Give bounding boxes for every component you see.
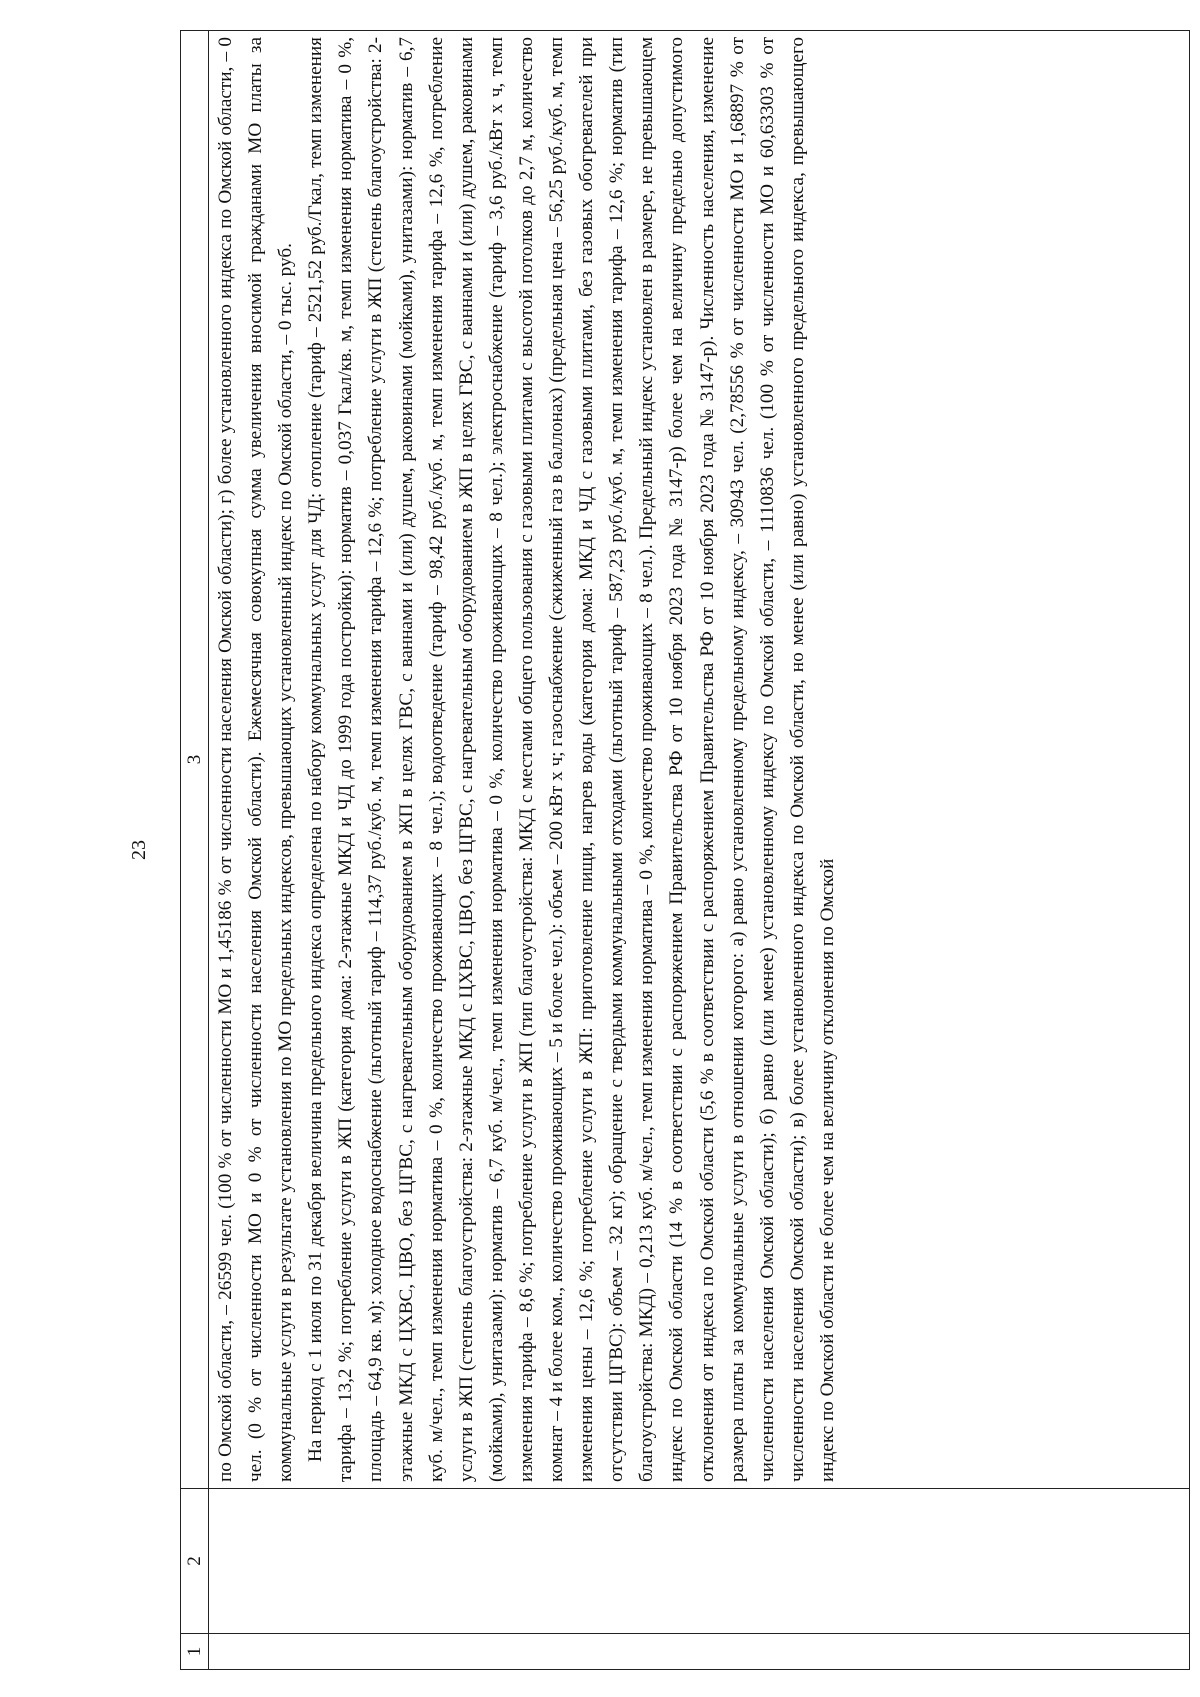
- paragraph-continuation: по Омской области, – 26599 чел. (100 % от численности МО и 1,45186 % от численности населения Омской области); г) более установленного индекса по Омской области, – 0 чел. (0 % от численности МО и 0 % от численности населения Омской области). Ежемесячная совокупная сумма увеличения вносимой гражданами МО платы за коммунальные услуги в результате установления по МО предельных индексов, превышающих установленный индекс по Омской области, – 0 тыс. руб.: [215, 37, 297, 1482]
- header-col-1: 1: [181, 1634, 209, 1670]
- page-number: 23: [128, 840, 150, 860]
- header-col-3: 3: [181, 31, 209, 1489]
- header-col-2: 2: [181, 1489, 209, 1634]
- data-table: [180, 30, 1190, 1670]
- table-row: [209, 31, 1190, 1670]
- table-header-row: [181, 31, 209, 1670]
- cell-col-1: [209, 1634, 1190, 1670]
- rotated-page-content: [128, 30, 1190, 1670]
- cell-col-3: [209, 31, 1190, 1489]
- paragraph-period: На период с 1 июля по 31 декабря величина предельного индекса определена по набору коммунальных услуг для ЧД: отопление (тариф – 2521,52 руб./Гкал, темп изменения тарифа – 13,2 %; потребление услуги в ЖП (категория дома: 2-этажные МКД и ЧД до 1999 года постройки): норматив – 0,037 Гкал/кв. м, темп изменения норматива – 0 %, площадь – 64,9 кв. м); холодное водоснабжение (льготный тариф – 114,37 руб./куб. м, темп изменения тарифа – 12,6 %; потребление услуги в ЖП (степень благоустройства: 2-этажные МКД с ЦХВС, ЦВО, без ЦГВС, с нагревательным оборудованием в ЖП в целях ГВС, с ваннами и (или) душем, раковинами (мойками), унитазами): норматив – 6,7 куб. м/чел., темп изменения норматива – 0 %, количество проживающих – 8 чел.); водоотведение (тариф – 98,42 руб./куб. м, темп изменения тарифа – 12,6 %, потребление услуги в ЖП (степень благоустройства: 2-этажные МКД с ЦХВС, ЦВО, без ЦГВС, с нагревательным оборудованием в ЖП в целях ГВС, с ваннами и (или) душем, раковинами (мойками), унитазами): норматив – 6,7 куб. м/чел., темп изменения норматива – 0 %, количество проживающих – 8 чел.); электроснабжение (тариф – 3,6 руб./кВт х ч, темп изменения тарифа – 8,6 %; потребление услуги в ЖП (тип благоустройства: МКД с местами общего пользования с газовыми плитами с высотой потолков до 2,7 м, количество комнат – 4 и более ком., количество проживающих – 5 и более чел.): объем – 200 кВт х ч; газоснабжение (сжиженный газ в баллонах) (предельная цена – 56,25 руб./куб. м, темп изменения цены – 12,6 %; потребление услуги в ЖП: приготовление пищи, нагрев воды (категория дома: МКД и ЧД с газовыми плитами, без газовых обогревателей при отсутствии ЦГВС): объем – 32 кг); обращение с твердыми коммунальными отходами (льготный тариф – 587,23 руб./куб. м, темп изменения тарифа – 12,6 %; норматив (тип благоустройства: МКД) – 0,213 куб. м/чел., темп изменения норматива – 0 %, количество проживающих – 8 чел.). Предельный индекс установлен в размере, не превышающем индекс по Омской области (14 % в соответствии с распоряжением Правительства РФ от 10 ноября 2023 года № 3147-р) более чем на величину предельно допустимого отклонения от индекса по Омской области (5,6 % в соответствии с распоряжением Правительства РФ от 10 ноября 2023 года № 3147-р). Численность населения, изменение размера платы за коммунальные услуги в отношении которого: а) равно установленному предельному индексу, – 30943 чел. (2,78556 % от численности МО и 1,68897 % от численности населения Омской области); б) равно (или менее) установленному индексу по Омской области, – 1110836 чел. (100 % от численности МО и 60,63303 % от численности населения Омской области); в) более установленного индекса по Омской области, но менее (или равно) установленного предельного индекса, превышающего индекс по Омской области не более чем на величину отклонения по Омской: [305, 37, 838, 1482]
- cell-col-2: [209, 1489, 1190, 1634]
